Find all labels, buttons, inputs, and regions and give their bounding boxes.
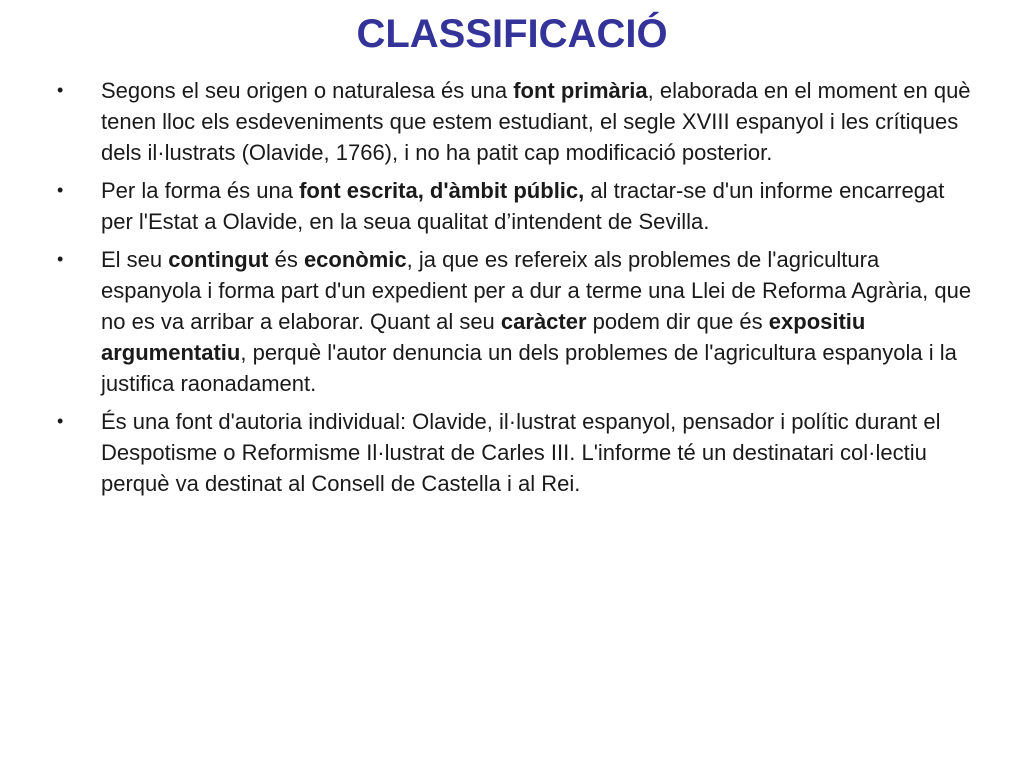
bullet-text <box>101 78 971 165</box>
text-segment: És una font d'autoria individual: Olavide, il·lustrat espanyol, pensador i polític durant el Despotisme o Reformisme Il·lustrat de Carles III. L'informe té un destinatari col·lectiu perquè va destinat al Consell de Castella i al Rei. <box>101 409 941 496</box>
text-segment: Per la forma és una <box>101 178 300 203</box>
text-segment: El seu <box>101 247 169 272</box>
text-segment: Segons el seu origen o naturalesa és una <box>101 78 514 103</box>
text-segment: , perquè l'autor denuncia un dels problemes de l'agricultura espanyola i la justifica raonadament. <box>101 340 957 396</box>
bold-segment: font escrita, d'àmbit públic, <box>299 178 585 203</box>
bold-segment: econòmic <box>303 247 407 272</box>
bullet-marker: • <box>57 180 64 200</box>
text-segment: podem dir que és <box>586 309 769 334</box>
bullet-item-3 <box>57 244 977 399</box>
bullet-list <box>57 75 977 506</box>
slide-title: CLASSIFICACIÓ <box>356 12 668 56</box>
bullet-text <box>101 178 944 234</box>
bullet-marker: • <box>57 80 64 100</box>
bullet-item-1 <box>57 75 977 168</box>
bold-segment: font primària <box>513 78 648 103</box>
text-segment: , ja que es refereix als problemes de l'agricultura espanyola i forma part d'un expedient per a dur a terme una Llei de Reforma Agrària, que no es va arribar a elaborar. Quant al seu <box>101 247 972 334</box>
bold-segment: contingut <box>168 247 269 272</box>
text-segment: , elaborada en el moment en què tenen lloc els esdeveniments que estem estudiant, el segle XVIII espanyol i les crítiques dels il·lustrats (Olavide, 1766), i no ha patit cap modificació posterior. <box>101 78 971 165</box>
bullet-text <box>101 409 940 496</box>
bullet-item-4 <box>57 406 977 499</box>
bullet-marker: • <box>57 249 64 269</box>
bold-segment: caràcter <box>500 309 587 334</box>
text-segment: al tractar-se d'un informe encarregat per l'Estat a Olavide, en la seua qualitat d’intendent de Sevilla. <box>101 178 945 234</box>
bullet-marker: • <box>57 411 64 431</box>
bullet-text <box>101 247 971 396</box>
text-segment: és <box>268 247 304 272</box>
bold-segment: expositiu argumentatiu <box>101 309 866 365</box>
bullet-item-2 <box>57 175 977 237</box>
